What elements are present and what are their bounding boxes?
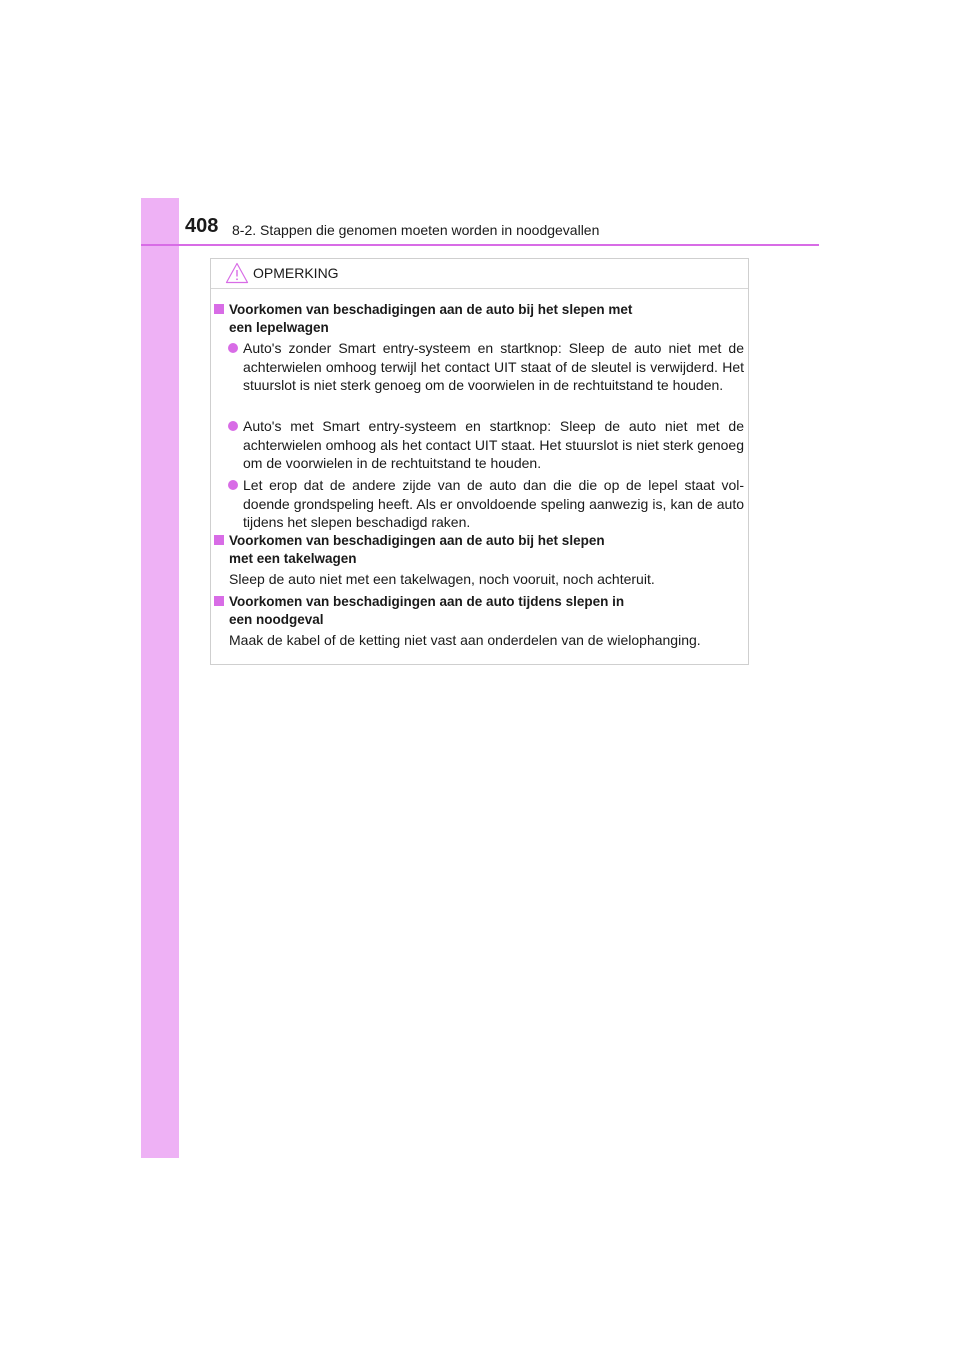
circle-bullet-icon (228, 343, 238, 353)
square-bullet-icon (214, 535, 224, 545)
square-bullet-icon (214, 304, 224, 314)
list-item: Auto's met Smart entry-systeem en startknop: Sleep de auto niet met de achterwielen omhoog als het contact UIT staat. Het stuurslot is niet sterk genoeg om de voorwielen in de rechtuitstand te houden. (228, 417, 744, 473)
section-heading: Voorkomen van beschadigingen aan de auto bij het slepen met een lepelwagen (214, 301, 632, 336)
header-rule (141, 244, 819, 246)
square-bullet-icon (214, 596, 224, 606)
section-text: Sleep de auto niet met een takelwagen, noch vooruit, noch achteruit. (229, 571, 655, 587)
section-text: Maak de kabel of de ketting niet vast aan onderdelen van de wielophanging. (229, 632, 701, 648)
notice-box (210, 258, 749, 665)
section-heading: Voorkomen van beschadigingen aan de auto tijdens slepen in een noodgeval (214, 593, 624, 628)
page-number: 408 (185, 215, 219, 237)
side-color-band (141, 198, 179, 1158)
list-item: Let erop dat de andere zijde van de auto dan die die op de lepel staat vol-doende grondspeling heeft. Als er onvoldoende speling aanwezig is, kan de auto tijdens het slepen beschadigd raken. (228, 476, 744, 532)
section-heading: Voorkomen van beschadigingen aan de auto bij het slepen met een takelwagen (214, 532, 605, 567)
circle-bullet-icon (228, 421, 238, 431)
notice-title: OPMERKING (253, 265, 339, 281)
warning-triangle-icon (225, 262, 249, 284)
list-item: Auto's zonder Smart entry-systeem en startknop: Sleep de auto niet met de achterwielen omhoog terwijl het contact UIT staat of de sleutel is verwijderd. Het stuurslot is niet sterk genoeg om de voorwielen in de rechtuitstand te houden. (228, 339, 744, 395)
circle-bullet-icon (228, 480, 238, 490)
section-title: 8-2. Stappen die genomen moeten worden in noodgevallen (232, 222, 600, 238)
notice-header (211, 259, 748, 289)
